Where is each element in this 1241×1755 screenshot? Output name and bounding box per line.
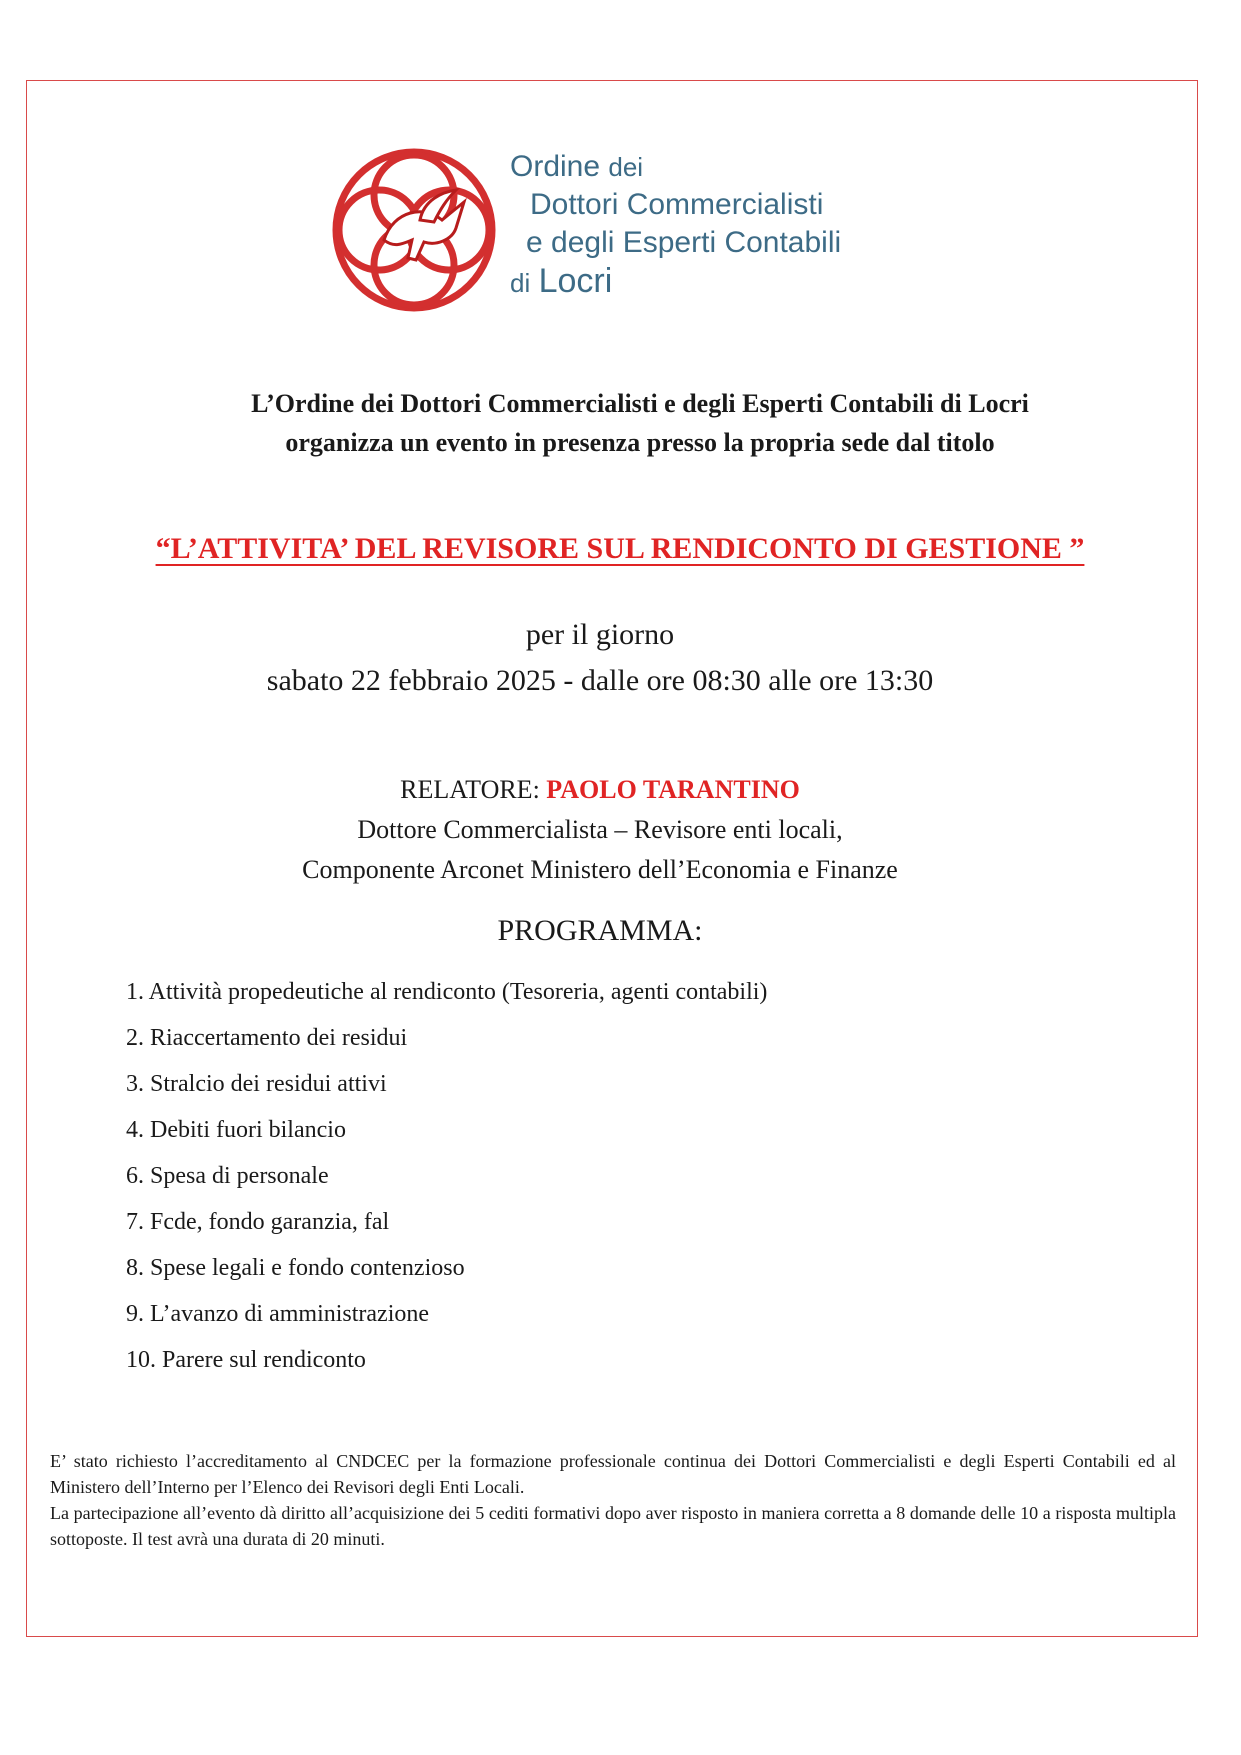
speaker-label: RELATORE:	[400, 775, 547, 804]
logo-word-ordine: Ordine	[510, 150, 601, 183]
list-item: 3. Stralcio dei residui attivi	[126, 1071, 387, 1097]
logo-line-2: Dottori Commercialisti	[530, 188, 824, 221]
intro-line-1: L’Ordine dei Dottori Commercialisti e degli Esperti Contabili di Locri	[251, 389, 1029, 418]
list-item: 2. Riaccertamento dei residui	[126, 1025, 408, 1051]
list-item: 9. L’avanzo di amministrazione	[126, 1301, 430, 1327]
list-item: 1. Attività propedeutiche al rendiconto (Tesoreria, agenti contabili)	[126, 979, 768, 1005]
speaker-name: PAOLO TARANTINO	[546, 775, 800, 804]
programma-heading: PROGRAMMA:	[497, 914, 703, 947]
schedule-line-1: per il giorno	[525, 618, 675, 651]
speaker-role-1: Dottore Commercialista – Revisore enti locali,	[357, 815, 843, 844]
footer-notes	[50, 1448, 1176, 1552]
logo	[324, 140, 904, 320]
event-title: “L’ATTIVITA’ DEL REVISORE SUL RENDICONTO DI GESTIONE ”	[155, 532, 1085, 565]
speaker-heading	[100, 770, 1100, 810]
list-item: 8. Spese legali e fondo contenzioso	[126, 1255, 465, 1281]
list-item: 10. Parere sul rendiconto	[126, 1347, 366, 1373]
pegasus-emblem-icon	[324, 140, 504, 320]
logo-word-locri: Locri	[538, 262, 613, 300]
intro-text	[140, 384, 1140, 462]
footer-paragraph-2: La partecipazione all’evento dà diritto all’acquisizione dei 5 cediti formativi dopo aver risposto in maniera corretta a 8 domande delle 10 a risposta multipla sottoposte. Il test avrà una durata di 20 minuti.	[50, 1503, 1176, 1549]
speaker-role-2: Componente Arconet Ministero dell’Economia e Finanze	[302, 855, 898, 884]
list-item: 4. Debiti fuori bilancio	[126, 1117, 346, 1143]
list-item: 7. Fcde, fondo garanzia, fal	[126, 1209, 390, 1235]
list-item: 6. Spesa di personale	[126, 1163, 329, 1189]
speaker-block	[100, 770, 1100, 890]
intro-line-2: organizza un evento in presenza presso la propria sede dal titolo	[285, 428, 995, 457]
logo-text	[510, 148, 841, 302]
logo-word-di: di	[510, 268, 531, 298]
logo-word-dei: dei	[608, 152, 644, 182]
programma-list	[126, 978, 767, 1392]
footer-paragraph-1: E’ stato richiesto l’accreditamento al CNDCEC per la formazione professionale continua dei Dottori Commercialisti e degli Esperti Contabili ed al Ministero dell’Interno per l’Elenco dei Revisori degli Enti Locali.	[50, 1451, 1176, 1497]
logo-line-3: e degli Esperti Contabili	[526, 226, 842, 259]
schedule-block	[100, 612, 1100, 704]
schedule-date: sabato 22 febbraio 2025 - dalle ore 08:30 alle ore 13:30	[266, 664, 934, 697]
